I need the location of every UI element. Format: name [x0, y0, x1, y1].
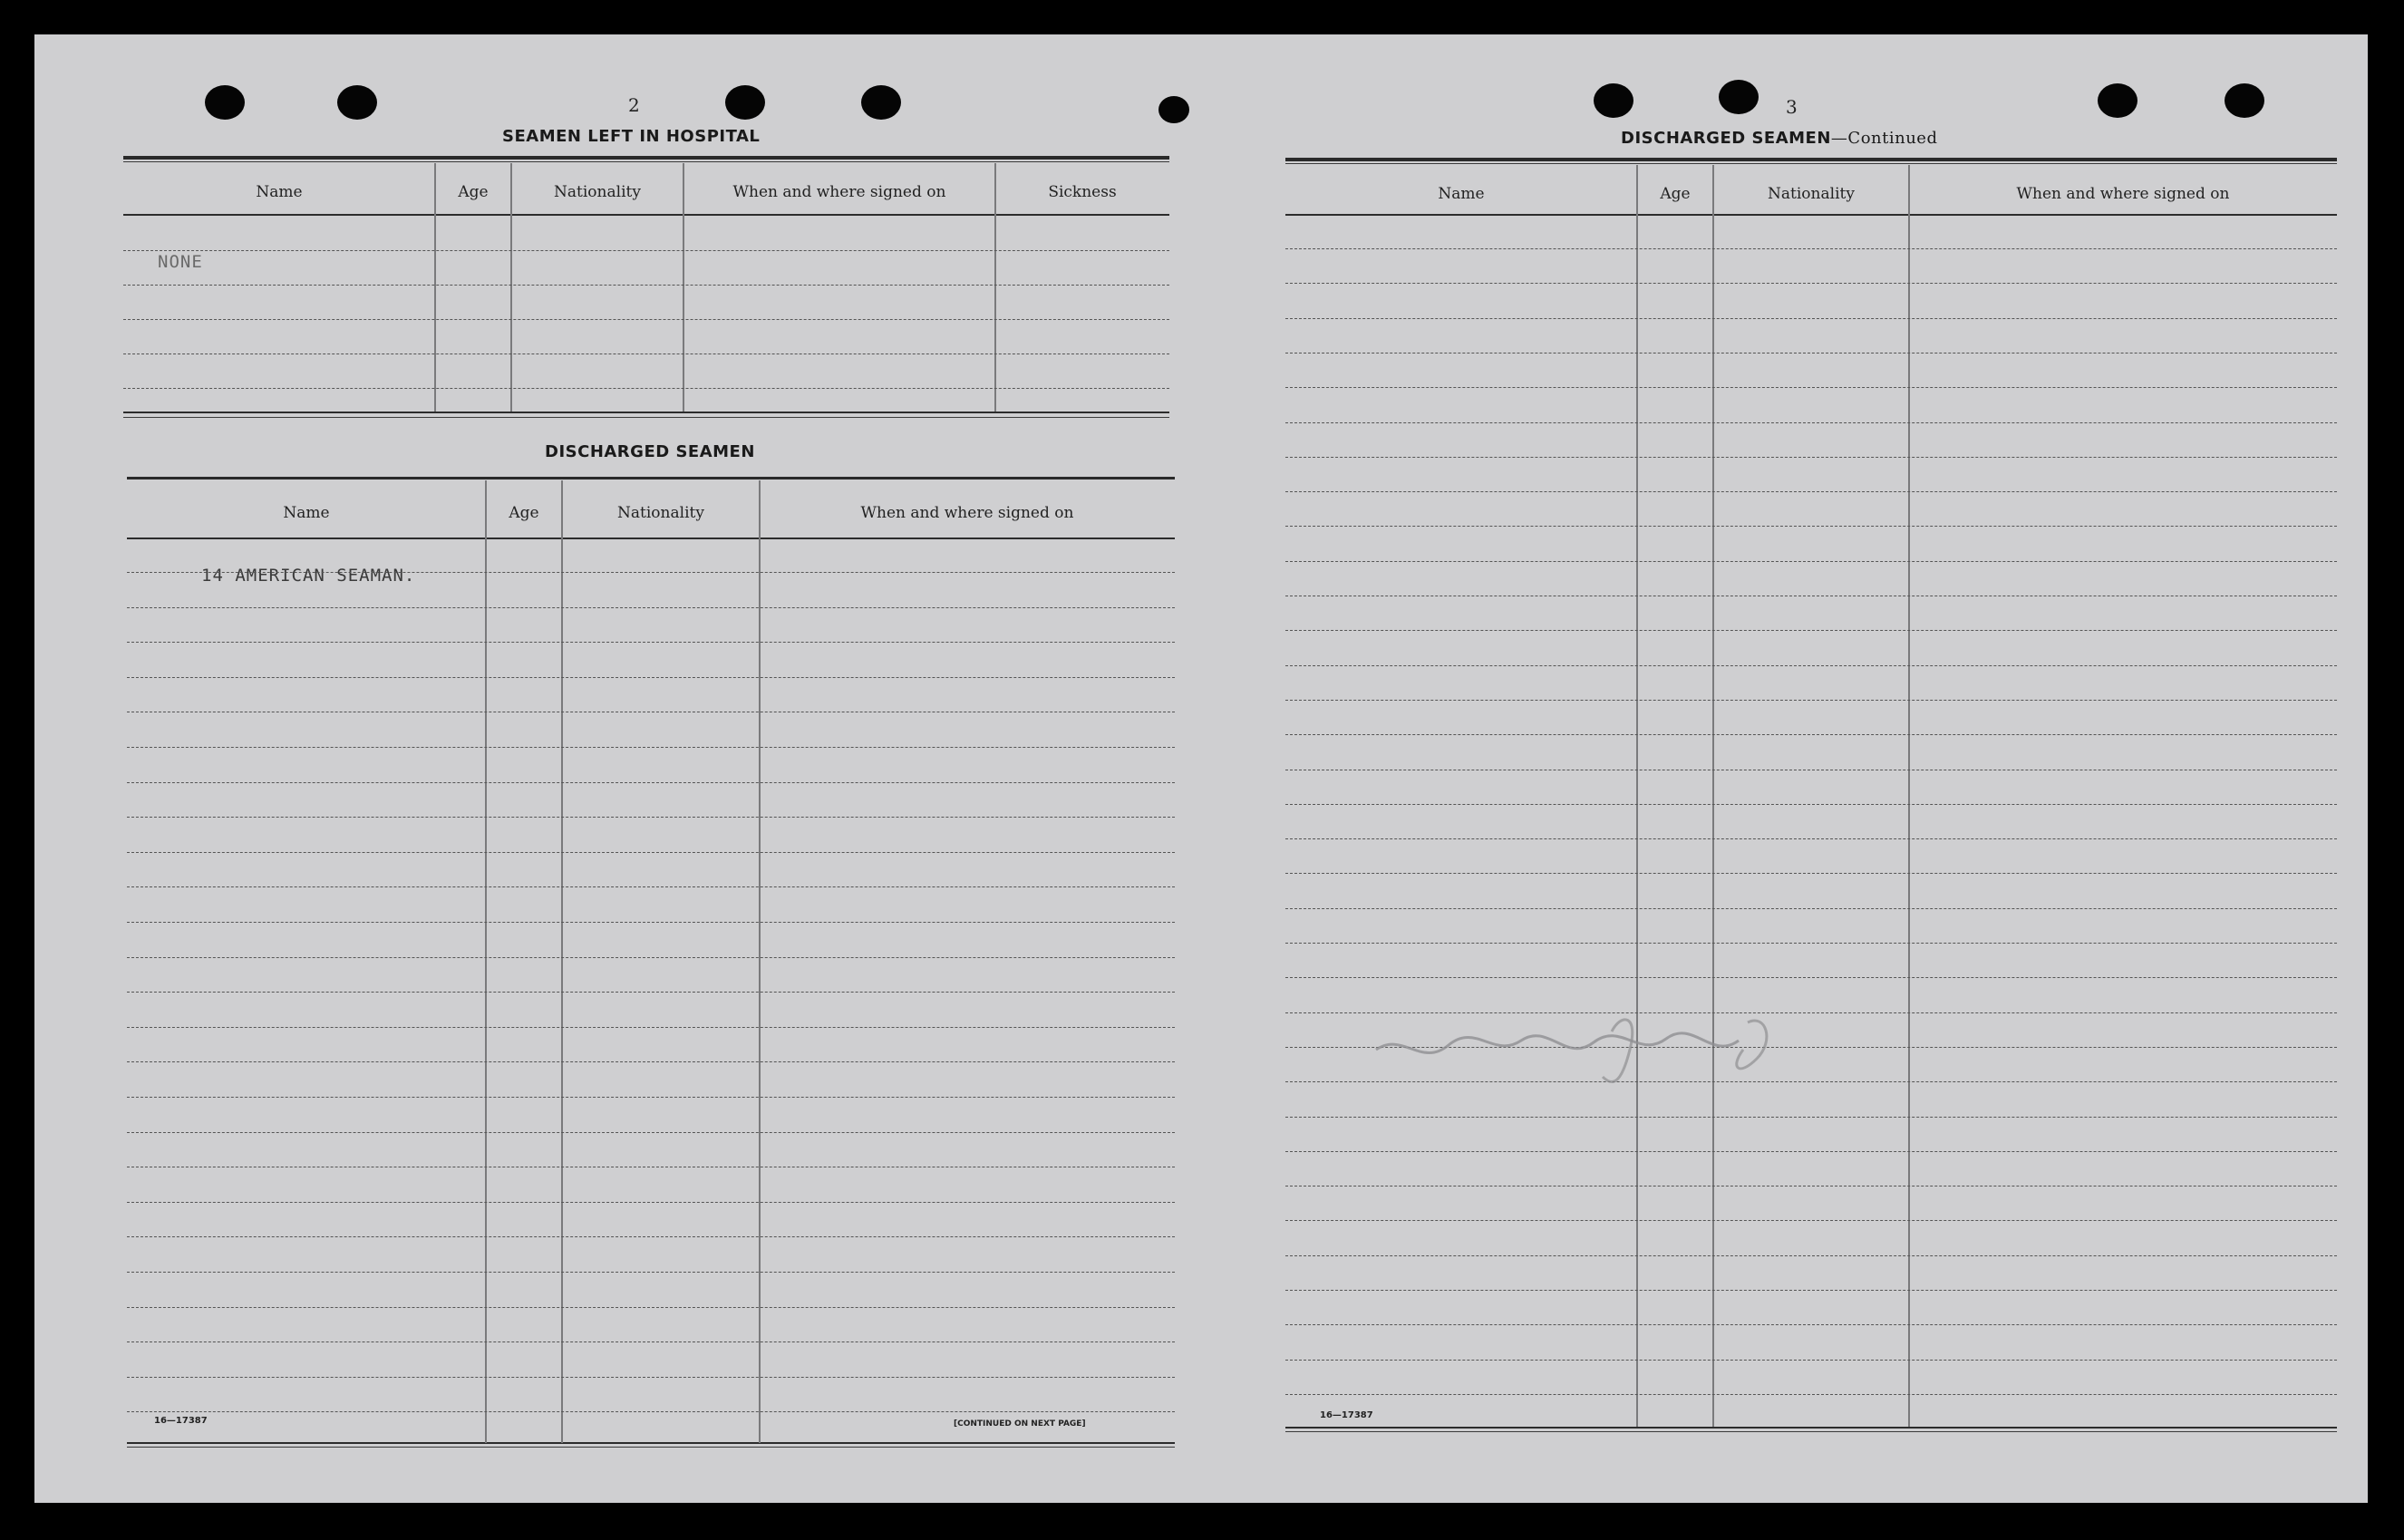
- discharged-table: [127, 477, 1175, 1458]
- ruling-line: [1285, 630, 2337, 631]
- ruling-line: [127, 1202, 1175, 1203]
- ruling-line: [1285, 734, 2337, 735]
- ruling-line: [127, 607, 1175, 608]
- punch-hole: [1719, 80, 1759, 114]
- ruling-line: [127, 922, 1175, 923]
- ruling-line: [127, 1307, 1175, 1308]
- discharged-section-title: DISCHARGED SEAMEN: [545, 442, 755, 461]
- discharged-continued-table: [1285, 158, 2337, 1436]
- column-header-name: Name: [283, 504, 330, 522]
- ruling-line: [127, 817, 1175, 818]
- document-sheet: [34, 34, 2368, 1503]
- column-header-nationality: Nationality: [1768, 185, 1855, 203]
- ruling-line: [1285, 1255, 2337, 1256]
- ruling-line: [127, 1411, 1175, 1412]
- column-header-sickness: Sickness: [1048, 183, 1117, 201]
- ruling-line: [127, 1341, 1175, 1342]
- ruling-line: [127, 747, 1175, 748]
- ruling-line: [127, 677, 1175, 678]
- ruling-line: [1285, 665, 2337, 666]
- column-header-age: Age: [458, 183, 489, 201]
- discharged-entry-name: 14 AMERICAN SEAMAN.: [201, 566, 416, 586]
- column-header-nationality: Nationality: [554, 183, 641, 201]
- ruling-line: [127, 886, 1175, 887]
- page-number-right: 3: [1786, 96, 1798, 118]
- ruling-line: [1285, 387, 2337, 388]
- punch-hole: [1594, 83, 1633, 118]
- column-header-signed-on: When and where signed on: [860, 504, 1074, 522]
- title-main: DISCHARGED SEAMEN: [1621, 129, 1831, 148]
- ruling-line: [1285, 526, 2337, 527]
- page-number-left: 2: [628, 94, 640, 116]
- ruling-line: [1285, 838, 2337, 839]
- title-continued: —Continued: [1830, 129, 1938, 148]
- ruling-line: [127, 992, 1175, 993]
- ruling-line: [127, 1132, 1175, 1133]
- column-header-signed-on: When and where signed on: [2016, 185, 2230, 203]
- ruling-line: [1285, 1290, 2337, 1291]
- ruling-line: [1285, 283, 2337, 284]
- ruling-line: [127, 1236, 1175, 1237]
- form-number-right: 16—17387: [1320, 1410, 1373, 1420]
- column-header-nationality: Nationality: [617, 504, 704, 522]
- ruling-line: [1285, 943, 2337, 944]
- ruling-line: [127, 1027, 1175, 1028]
- continued-note: [CONTINUED ON NEXT PAGE]: [954, 1419, 1086, 1429]
- column-header-age: Age: [1660, 185, 1691, 203]
- ruling-line: [1285, 1220, 2337, 1221]
- ruling-line: [1285, 1117, 2337, 1118]
- ruling-line: [1285, 353, 2337, 354]
- ruling-line: [127, 782, 1175, 783]
- column-header-signed-on: When and where signed on: [732, 183, 946, 201]
- column-header-name: Name: [256, 183, 303, 201]
- ruling-line: [127, 1377, 1175, 1378]
- ruling-line: [1285, 1151, 2337, 1152]
- punch-hole: [2098, 83, 2137, 118]
- punch-hole: [2225, 83, 2264, 118]
- ruling-line: [1285, 1324, 2337, 1325]
- ruling-line: [123, 388, 1169, 389]
- ruling-line: [127, 852, 1175, 853]
- discharged-continued-title: [1621, 129, 1937, 148]
- column-header-age: Age: [509, 504, 539, 522]
- ruling-line: [1285, 1394, 2337, 1395]
- punch-hole: [337, 85, 377, 120]
- ruling-line: [123, 285, 1169, 286]
- ruling-line: [1285, 873, 2337, 874]
- ruling-line: [1285, 422, 2337, 423]
- ruling-line: [127, 1097, 1175, 1098]
- ruling-line: [123, 319, 1169, 320]
- ruling-line: [1285, 804, 2337, 805]
- bleed-through-signature: [1340, 995, 1793, 1104]
- ruling-line: [1285, 700, 2337, 701]
- ruling-line: [127, 1061, 1175, 1062]
- ruling-line: [1285, 491, 2337, 492]
- punch-hole: [861, 85, 901, 120]
- punch-hole: [205, 85, 245, 120]
- ruling-line: [1285, 1360, 2337, 1361]
- ruling-line: [127, 1272, 1175, 1273]
- ruling-line: [1285, 248, 2337, 249]
- hospital-section-title: SEAMEN LEFT IN HOSPITAL: [502, 127, 761, 146]
- column-header-name: Name: [1438, 185, 1485, 203]
- hospital-entry-name: NONE: [158, 252, 203, 272]
- hospital-table: [123, 156, 1169, 419]
- ruling-line: [127, 572, 1175, 573]
- ruling-line: [1285, 977, 2337, 978]
- ruling-line: [127, 642, 1175, 643]
- ruling-line: [1285, 318, 2337, 319]
- ruling-line: [127, 957, 1175, 958]
- punch-hole: [1158, 96, 1189, 123]
- ruling-line: [1285, 908, 2337, 909]
- ruling-line: [1285, 561, 2337, 562]
- ruling-line: [123, 250, 1169, 251]
- form-number-left: 16—17387: [154, 1416, 208, 1426]
- punch-hole: [725, 85, 765, 120]
- ruling-line: [1285, 457, 2337, 458]
